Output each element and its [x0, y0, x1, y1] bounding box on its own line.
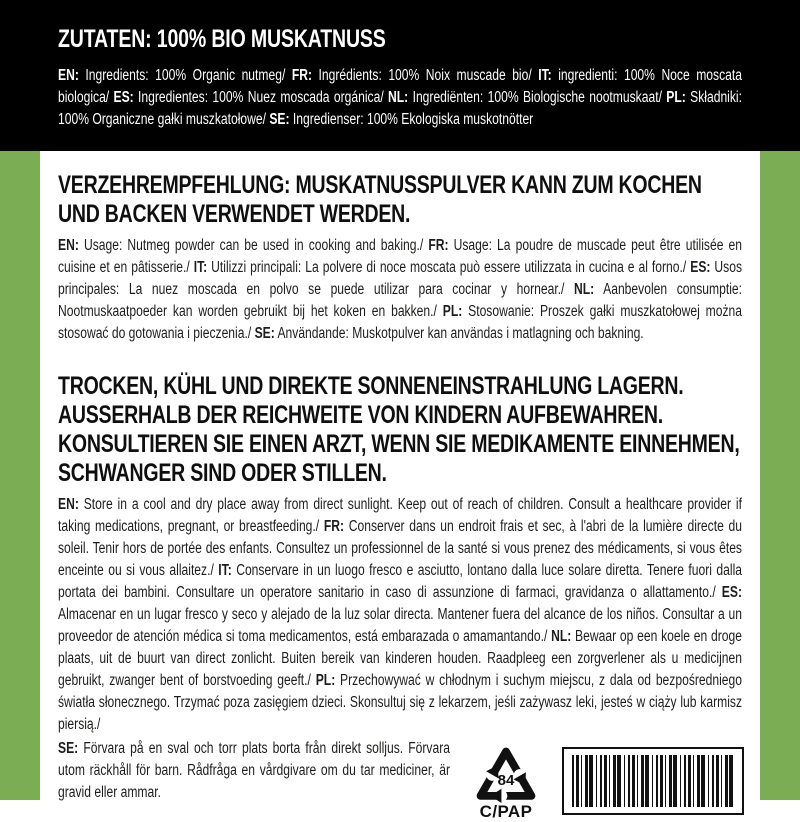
storage-text-continued: SE: Förvara på en sval och torr plats borta från direkt solljus. Förvara utom räckhåll för barn. Rådfråga en vårdgivare om du tar mediciner, är gravid eller ammar. — [58, 740, 450, 801]
recycling-symbol — [460, 745, 552, 822]
ingredients-text: EN: Ingredients: 100% Organic nutmeg/ FR: Ingrédients: 100% Noix muscade bio/ IT: ingredienti: 100% Noce moscata biologica/ ES: Ingredientes: 100% Nuez moscada orgánica/ NL: Ingrediënten: 100% Biologische nootmuskaat/ PL: Składniki: 100% Organiczne gałki muszkatołowe/ SE: Ingredienser: 100% Ekologiska muskotnötter — [58, 67, 742, 128]
usage-text: EN: Usage: Nutmeg powder can be used in cooking and baking./ FR: Usage: La poudre de muscade peut être utilisée en cuisine et en pâtisserie./ IT: Utilizzi principali: La polvere di noce moscata può essere utilizzata in cucina e al forno./ ES: Usos principales: La nuez moscada en polvo se puede utilizar para cocinar y hornear./ NL: Aanbevolen consumptie: Nootmuskaatpoeder kan worden gebruikt bij het koken en bakken./ PL: Stosowanie: Proszek gałki muszkatołowej można stosować do gotowania i pieczenia./ SE: Användande: Muskotpulver kan användas i matlagning och bakning. — [58, 237, 743, 342]
label-content — [40, 151, 760, 821]
green-border-right — [760, 151, 800, 800]
barcode — [562, 747, 744, 815]
ingredients-panel — [0, 0, 800, 151]
barcode-bars — [572, 755, 734, 807]
storage-section — [58, 372, 742, 822]
usage-section — [58, 171, 742, 345]
label-bottom-row — [58, 738, 742, 822]
green-border-left — [0, 151, 40, 800]
usage-heading: VERZEHREMPFEHLUNG: MUSKATNUSSPULVER KANN ZUM KOCHEN UND BACKEN VERWENDET WERDEN. — [58, 171, 702, 228]
storage-text-continued-wrap — [58, 738, 450, 804]
storage-text: EN: Store in a cool and dry place away from direct sunlight. Keep out of reach of children. Consult a healthcare provider if taking medications, pregnant, or breastfeeding./ FR: Conserver dans un endroit frais et sec, à l'abri de la lumière directe du soleil. Tenir hors de portée des enfants. Consultez un professionnel de la santé si vous prenez des médicaments, si vous êtes enceinte ou si vous allaitez./ IT: Conservare in un luogo fresco e asciutto, lontano dalla luce solare diretta. Tenere fuori dalla portata dei bambini. Consultare un operatore sanitario in caso di assunzione di farmaci, gravidanza o allattamento./ ES: Almacenar en un lugar fresco y seco y alejado de la luz solar directa. Mantener fuera del alcance de los niños. Consultar a un proveedor de atención médica si toma medicamentos, está embarazada o amamantando./ NL: Bewaar op een koele en droge plaats, uit de buurt van direct zonlicht. Buiten bereik van kinderen houden. Raadpleeg een zorgverlener als u medicijnen gebruikt, zwanger bent of borstvoeding geeft./ PL: Przechowywać w chłodnym i suchym miejscu, z dala od bezpośredniego światła słonecznego. Trzymać poza zasięgiem dzieci. Skonsultuj się z lekarzem, jeśli zażywasz leki, jesteś w ciąży lub karmisz piersią./ — [58, 496, 743, 733]
ingredients-heading: ZUTATEN: 100% BIO MUSKATNUSS — [58, 25, 386, 53]
recycling-material: C/PAP — [479, 802, 533, 821]
recycling-code: 84 — [497, 772, 515, 789]
storage-heading: TROCKEN, KÜHL UND DIREKTE SONNENEINSTRAHLUNG LAGERN. AUSSERHALB DER REICHWEITE VON KINDERN AUFBEWAHREN. KONSULTIEREN SIE EINEN ARZT, WENN SIE MEDIKAMENTE EINNEHMEN, SCHWANGER SIND ODER STILLEN. — [58, 372, 740, 487]
